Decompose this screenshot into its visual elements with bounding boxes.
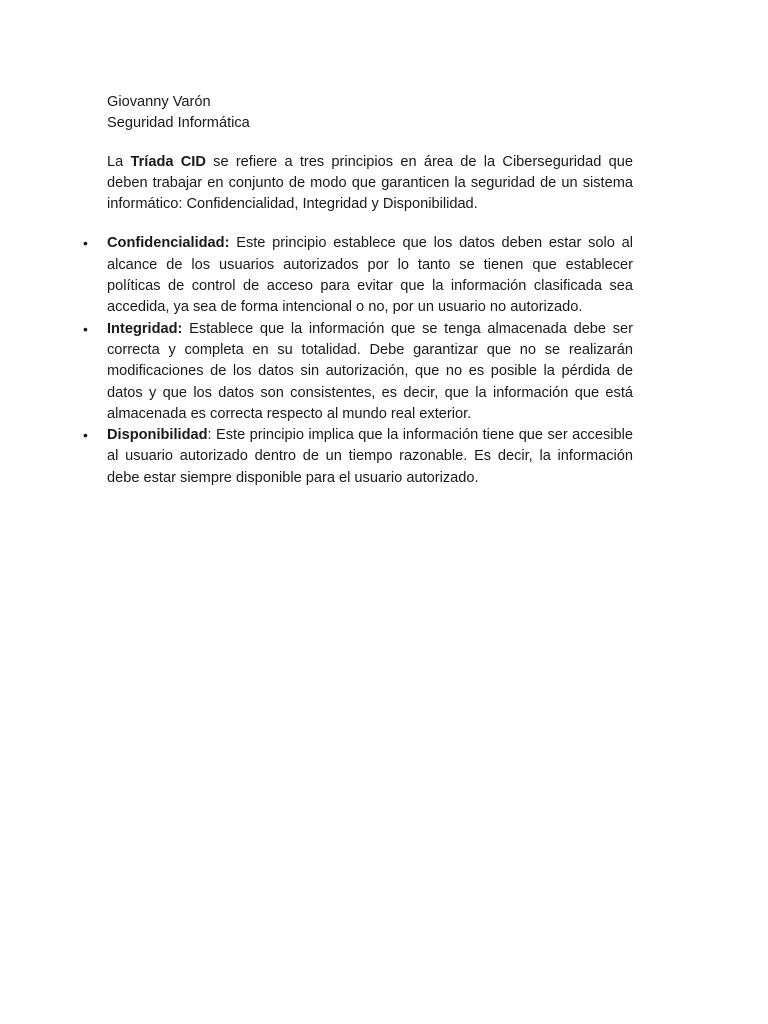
principle-text: Establece que la información que se tenga almacenada debe ser correcta y completa en su totalidad. Debe garantizar que no se realizarán modificaciones de los datos sin autorización, que no es posible la pérdida de datos y que los datos son consistentes, es decir, que la información que está almacenada es correcta respecto al mundo real exterior. [107,320,633,422]
intro-text: se refiere a tres principios en área de la Ciberseguridad que deben trabajar en conjunto de modo que garanticen la seguridad de un sistema informático: Confidencialidad, Integridad y Disponibilidad. [107,153,633,213]
intro-paragraph [107,152,633,216]
bullet-icon: • [83,235,88,252]
bullet-icon: • [83,320,88,337]
principle-integridad [83,319,633,425]
principle-text: Este principio establece que los datos deben estar solo al alcance de los usuarios autorizados por lo tanto se tienen que establecer políticas de control de acceso para evitar que la información clasificada sea accedida, ya sea de forma intencional o no, por un usuario no autorizado. [107,235,633,316]
principle-term: Confidencialidad: [107,235,230,252]
author-name: Giovanny Varón [107,94,211,110]
intro-prefix: La [107,153,131,170]
principle-term: Integridad: [107,320,183,337]
bullet-icon: • [83,427,88,444]
principle-text: : Este principio implica que la información tiene que ser accesible al usuario autorizado dentro de un tiempo razonable. Es decir, la información debe estar siempre disponible para el usuario autorizado. [107,427,633,486]
principle-term: Disponibilidad [107,427,208,444]
document-body [83,92,633,489]
principle-disponibilidad [83,425,633,489]
principle-confidencialidad [83,233,633,318]
intro-term: Tríada CID [130,153,206,170]
principles-list [83,233,633,489]
course-subject: Seguridad Informática [107,115,250,132]
